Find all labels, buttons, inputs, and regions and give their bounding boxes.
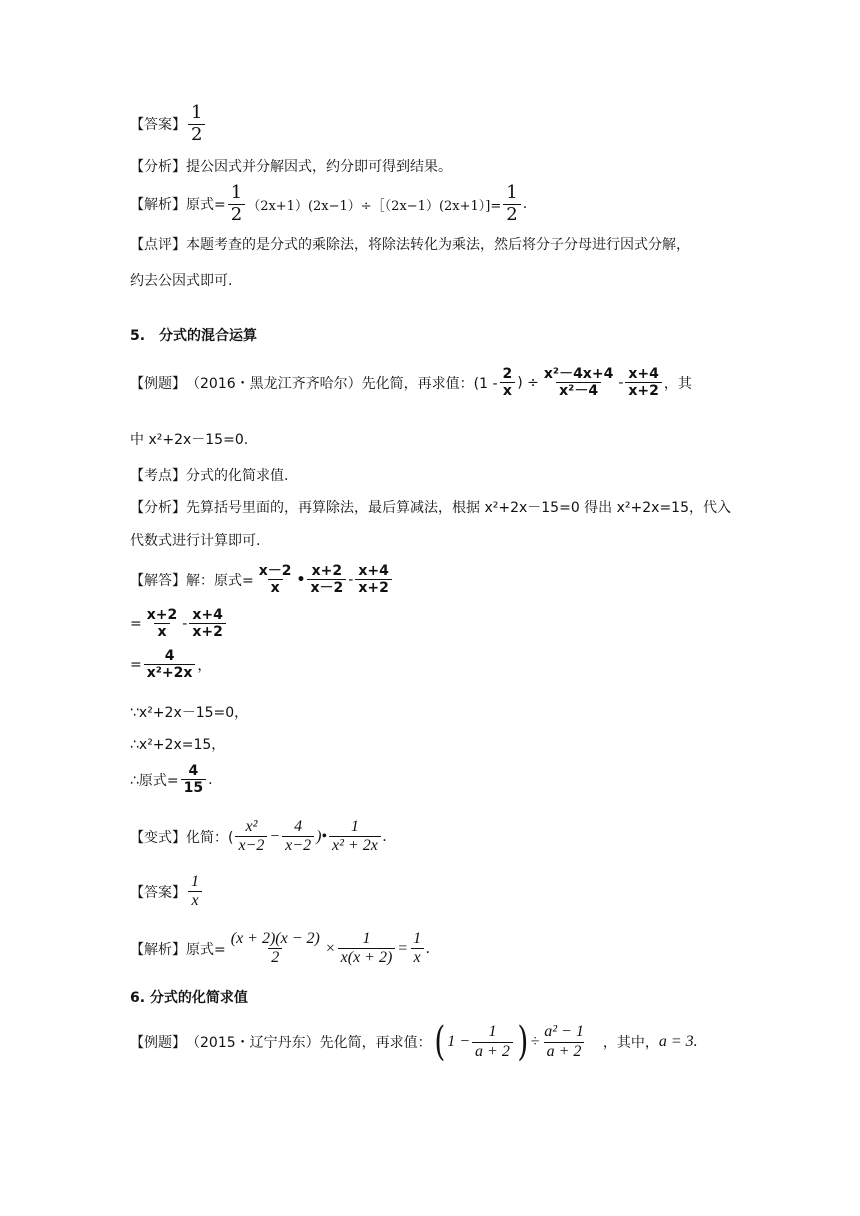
solution-prefix: 原式= bbox=[186, 197, 226, 214]
example-label: 【例题】 bbox=[130, 375, 186, 392]
example-text: （2016・黑龙江齐齐哈尔）先化简，再求值：(1 - bbox=[186, 375, 498, 392]
step-3-fraction: $\frac{4}{\text{x²+2x}}$ bbox=[144, 648, 196, 681]
variant-fraction-1: $\frac{\text{x²}}{x-2}$ bbox=[235, 818, 267, 856]
solution-middle: （2x+1）(2x−1）÷［（2x−1）(2x+1）]= bbox=[247, 198, 502, 214]
example-5-line: 【例题】 （2016・黑龙江齐齐哈尔）先化简，再求值：(1 - $\frac{2}{x}$ ) ÷ $\frac{\text{x²－4x+4}}{\text{x²－4}}$ - $\frac{x+4}{x+2}$ ，其 bbox=[130, 366, 692, 400]
fenxi-line-1 bbox=[130, 497, 731, 517]
therefore-line-1: ∴x²+2x=15， bbox=[130, 737, 226, 753]
solution-5-line: 【解析】 原式= $\frac{(x + 2)(x - 2)}{2}$ × $\frac{1}{x(x + 2)}$ = $\frac{1}{x}$ . bbox=[130, 930, 431, 967]
answer-5-fraction: $\frac{1}{x}$ bbox=[188, 873, 202, 911]
example-fraction-2: $\frac{\text{x²－4x+4}}{\text{x²－4}}$ bbox=[543, 366, 614, 400]
step-2-line: = $\frac{x+2}{x}$ - $\frac{x+4}{x+2}$ bbox=[130, 607, 228, 640]
variant-fraction-3: $\frac{1}{\text{x² + 2x}}$ bbox=[329, 818, 381, 856]
example-6-fraction-1: $\frac{1}{a + 2}$ bbox=[472, 1023, 513, 1061]
solution-fraction-half: $\frac{1}{2}$ bbox=[228, 183, 245, 225]
jieda-fraction-3: $\frac{x+4}{x+2}$ bbox=[355, 563, 392, 596]
solution-5-fraction-3: $\frac{1}{x}$ bbox=[410, 930, 424, 968]
example-fraction-1: $\frac{2}{x}$ bbox=[500, 366, 516, 399]
solution-5-label: 【解析】 bbox=[130, 941, 186, 958]
comment-line-2 bbox=[130, 270, 232, 290]
fenxi-text-2: 代数式进行计算即可. bbox=[130, 533, 261, 549]
solution-result-fraction: $\frac{1}{2}$ bbox=[503, 183, 520, 225]
jieda-prefix: 解：原式= bbox=[186, 572, 254, 589]
fenxi-text-1: 先算括号里面的，再算除法，最后算减法，根据 x²+2x－15=0 得出 x²+2x=15，代入 bbox=[186, 500, 731, 516]
variant-fraction-2: $\frac{4}{x-2}$ bbox=[282, 818, 314, 856]
comment-text-1: 本题考查的是分式的乘除法，将除法转化为乘法，然后将分子分母进行因式分解， bbox=[186, 237, 690, 253]
analysis-line bbox=[130, 156, 452, 176]
example-6-fraction-2: $\frac{\text{a² − 1}}{a + 2}$ bbox=[544, 1023, 584, 1060]
step-2-fraction-2: $\frac{x+4}{x+2}$ bbox=[189, 607, 226, 640]
solution-5-fraction-2: $\frac{1}{x(x + 2)}$ bbox=[338, 930, 396, 968]
step-3-line: = $\frac{4}{\text{x²+2x}}$ ， bbox=[130, 648, 212, 682]
answer-label: 【答案】 bbox=[130, 117, 186, 134]
jieda-fraction-2: $\frac{x+2}{x-2}$ bbox=[307, 563, 346, 596]
comment-text-2: 约去公因式即可. bbox=[130, 273, 233, 289]
jieda-line: 【解答】 解：原式= $\frac{x-2}{x}$ • $\frac{x+2}{x-2}$ - $\frac{x+4}{x+2}$ bbox=[130, 563, 394, 596]
kaodian-text: 分式的化简求值. bbox=[186, 468, 289, 484]
comment-line-1 bbox=[130, 234, 690, 254]
solution-line: 【解析】 原式= $\frac{1}{2}$ （2x+1）(2x−1）÷［（2x−1）(2x+1）]= $\frac{1}{2}$ . bbox=[130, 182, 528, 225]
section-5-heading: 5. 分式的混合运算 bbox=[130, 328, 258, 344]
example-6-line: 【例题】 （2015・辽宁丹东）先化简，再求值： ( 1 − $\frac{1}{a + 2}$ ) ÷ $\frac{\text{a² − 1}}{a + 2}$ ，其中， a = 3. bbox=[130, 1019, 698, 1065]
analysis-text: 提公因式并分解因式，约分即可得到结果。 bbox=[186, 159, 452, 175]
jieda-fraction-1: $\frac{x-2}{x}$ bbox=[258, 563, 292, 597]
solution-5-fraction-1: $\frac{(x + 2)(x - 2)}{2}$ bbox=[230, 930, 320, 967]
example-fraction-3: $\frac{x+4}{x+2}$ bbox=[625, 366, 662, 399]
answer-5-label: 【答案】 bbox=[130, 884, 186, 901]
answer-5-line bbox=[130, 873, 204, 911]
answer-fraction: $\frac{1}{2}$ bbox=[188, 103, 205, 145]
solution-label: 【解析】 bbox=[130, 197, 186, 214]
variant-label: 【变式】 bbox=[130, 829, 186, 846]
comment-label: 【点评】 bbox=[130, 237, 186, 253]
step-2-fraction-1: $\frac{x+2}{x}$ bbox=[146, 607, 178, 641]
section-6-heading: 6. 分式的化简求值 bbox=[130, 990, 248, 1006]
because-line: ∵x²+2x－15=0， bbox=[130, 705, 249, 721]
kaodian-line bbox=[130, 465, 288, 485]
kaodian-label: 【考点】 bbox=[130, 468, 186, 484]
answer-line bbox=[130, 103, 207, 145]
therefore-line-2: ∴原式= $\frac{4}{15}$ . bbox=[130, 763, 213, 797]
analysis-label: 【分析】 bbox=[130, 159, 186, 175]
fenxi-line-2 bbox=[130, 530, 260, 550]
final-fraction: $\frac{4}{15}$ bbox=[181, 763, 206, 796]
example-6-label: 【例题】 bbox=[130, 1035, 186, 1051]
fenxi-label: 【分析】 bbox=[130, 500, 186, 516]
example-5-line-2: 中 x²+2x－15=0. bbox=[130, 432, 249, 448]
variant-line: 【变式】 化简：( $\frac{\text{x²}}{x-2}$ − $\frac{4}{x-2}$ )• $\frac{1}{\text{x² + 2x}}$ . bbox=[130, 818, 387, 855]
jieda-label: 【解答】 bbox=[130, 572, 186, 589]
